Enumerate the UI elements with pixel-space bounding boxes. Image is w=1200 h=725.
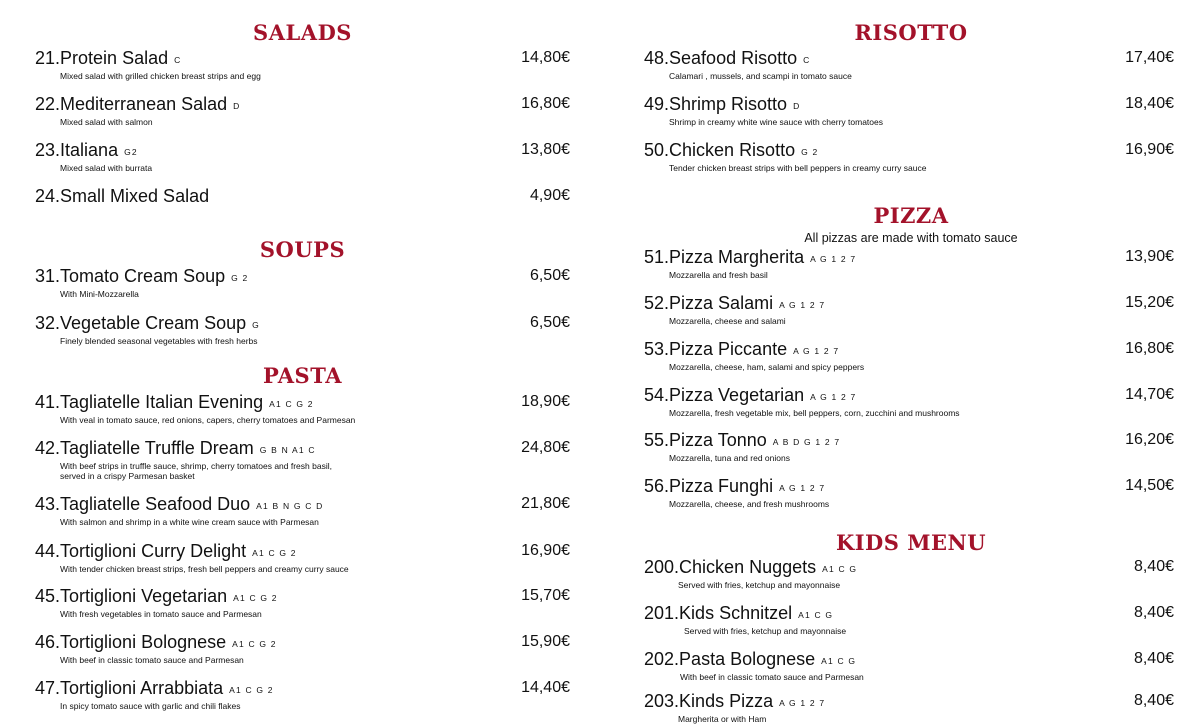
item-name: Pizza Tonno xyxy=(669,430,767,450)
item-number: 48. xyxy=(644,48,670,68)
allergen-codes: A1 C G 2 xyxy=(252,548,297,558)
allergen-codes: G xyxy=(252,320,260,330)
allergen-codes: A G 1 2 7 xyxy=(810,254,857,264)
item-number: 54. xyxy=(644,385,670,405)
item-number: 43. xyxy=(35,494,61,514)
item-name: Tortiglioni Curry Delight xyxy=(60,541,247,561)
item-number: 47. xyxy=(35,678,61,698)
item-number: 50. xyxy=(644,140,670,160)
menu-item xyxy=(644,649,1174,682)
item-description: Finely blended seasonal vegetables with fresh herbs xyxy=(60,336,258,346)
item-name: Tagliatelle Seafood Duo xyxy=(60,494,251,514)
item-title xyxy=(644,339,1174,361)
item-description: With veal in tomato sauce, red onions, capers, cherry tomatoes and Parmesan xyxy=(60,415,356,425)
item-description: With beef strips in truffle sauce, shrimp, cherry tomatoes and fresh basil, served in a crispy Parmesan basket xyxy=(60,461,332,481)
item-title xyxy=(35,392,570,414)
item-title xyxy=(35,48,570,70)
item-number: 32. xyxy=(35,313,61,333)
item-name: Mediterranean Salad xyxy=(60,94,228,114)
item-title xyxy=(644,247,1174,269)
item-number: 53. xyxy=(644,339,670,359)
item-name: Pizza Piccante xyxy=(669,339,788,359)
item-name: Small Mixed Salad xyxy=(60,186,210,206)
item-number: 45. xyxy=(35,586,61,606)
allergen-codes: D xyxy=(793,101,801,111)
allergen-codes: A G 1 2 7 xyxy=(810,392,857,402)
item-number: 56. xyxy=(644,476,670,496)
allergen-codes: G 2 xyxy=(231,273,249,283)
item-price: 16,20€ xyxy=(1125,431,1174,448)
item-title xyxy=(644,94,1174,116)
item-number: 21. xyxy=(35,48,61,68)
item-number: 31. xyxy=(35,266,61,286)
item-title xyxy=(644,430,1174,452)
item-price: 14,40€ xyxy=(521,679,570,696)
item-name: Pizza Salami xyxy=(669,293,774,313)
allergen-codes: A G 1 2 7 xyxy=(779,300,826,310)
item-price: 14,80€ xyxy=(521,49,570,66)
menu-item xyxy=(644,293,1174,326)
item-description: Margherita or with Ham xyxy=(678,714,767,724)
item-description: With Mini-Mozzarella xyxy=(60,289,139,299)
menu-item xyxy=(644,48,1174,81)
item-number: 55. xyxy=(644,430,670,450)
allergen-codes: C xyxy=(803,55,811,65)
allergen-codes: A1 C G 2 xyxy=(229,685,274,695)
item-number: 51. xyxy=(644,247,670,267)
allergen-codes: A1 C G 2 xyxy=(232,639,277,649)
menu-item xyxy=(644,247,1174,280)
item-number: 202. xyxy=(644,649,680,669)
menu-item xyxy=(35,586,570,619)
item-number: 41. xyxy=(35,392,61,412)
menu-item xyxy=(35,392,570,425)
soups-heading: SOUPS xyxy=(259,236,346,263)
menu-item xyxy=(35,94,570,127)
item-title xyxy=(35,678,570,700)
item-title xyxy=(35,186,570,206)
item-name: Tomato Cream Soup xyxy=(60,266,226,286)
menu-item xyxy=(644,339,1174,372)
item-name: Pizza Vegetarian xyxy=(669,385,805,405)
item-description: Calamari , mussels, and scampi in tomato sauce xyxy=(669,71,852,81)
allergen-codes: A1 C G 2 xyxy=(269,399,314,409)
item-description: Served with fries, ketchup and mayonnaise xyxy=(678,580,841,590)
allergen-codes: A1 B N G C D xyxy=(256,501,324,511)
item-name: Shrimp Risotto xyxy=(669,94,788,114)
item-description: Mixed salad with grilled chicken breast strips and egg xyxy=(60,71,261,81)
menu-item xyxy=(644,603,1174,636)
item-number: 203. xyxy=(644,691,680,711)
item-number: 22. xyxy=(35,94,61,114)
item-name: Chicken Nuggets xyxy=(679,557,817,577)
menu-item xyxy=(644,476,1174,509)
menu-item xyxy=(35,266,570,299)
item-number: 42. xyxy=(35,438,61,458)
item-name: Seafood Risotto xyxy=(669,48,798,68)
item-description: In spicy tomato sauce with garlic and chili flakes xyxy=(60,701,241,711)
item-price: 21,80€ xyxy=(521,495,570,512)
allergen-codes: A B D G 1 2 7 xyxy=(772,437,841,447)
item-name: Italiana xyxy=(60,140,119,160)
allergen-codes: A G 1 2 7 xyxy=(779,483,826,493)
item-description: Mozzarella, cheese and salami xyxy=(669,316,786,326)
item-price: 18,40€ xyxy=(1125,95,1174,112)
item-title xyxy=(35,313,570,335)
item-price: 16,90€ xyxy=(521,542,570,559)
item-description: Mozzarella, fresh vegetable mix, bell peppers, corn, zucchini and mushrooms xyxy=(669,408,960,418)
item-price: 15,20€ xyxy=(1125,294,1174,311)
allergen-codes: A1 C G xyxy=(822,564,858,574)
item-price: 13,90€ xyxy=(1125,248,1174,265)
menu-item xyxy=(644,385,1174,418)
item-title xyxy=(644,691,1174,713)
item-name: Tagliatelle Truffle Dream xyxy=(60,438,254,458)
item-price: 4,90€ xyxy=(529,187,570,204)
item-name: Kinds Pizza xyxy=(679,691,774,711)
item-description: Mozzarella, cheese, ham, salami and spicy peppers xyxy=(669,362,865,372)
item-title xyxy=(644,557,1174,579)
item-price: 18,90€ xyxy=(521,393,570,410)
item-title xyxy=(644,649,1174,671)
menu-item xyxy=(644,140,1174,173)
allergen-codes: A G 1 2 7 xyxy=(793,346,840,356)
menu-item xyxy=(644,691,1174,724)
pizza-heading: PIZZA xyxy=(873,202,949,229)
item-description: With beef in classic tomato sauce and Parmesan xyxy=(60,655,244,665)
allergen-codes: A1 C G xyxy=(798,610,834,620)
item-price: 8,40€ xyxy=(1133,558,1174,575)
item-price: 8,40€ xyxy=(1133,650,1174,667)
item-name: Tagliatelle Italian Evening xyxy=(60,392,264,412)
item-description: Served with fries, ketchup and mayonnaise xyxy=(684,626,847,636)
menu-item xyxy=(644,94,1174,127)
item-title xyxy=(644,48,1174,70)
item-price: 24,80€ xyxy=(521,439,570,456)
item-price: 14,70€ xyxy=(1125,386,1174,403)
item-number: 200. xyxy=(644,557,680,577)
kids-menu-heading: KIDS MENU xyxy=(835,529,987,556)
item-description: With salmon and shrimp in a white wine cream sauce with Parmesan xyxy=(60,517,319,527)
item-description: Mozzarella, tuna and red onions xyxy=(669,453,790,463)
menu-item xyxy=(35,438,570,481)
item-number: 24. xyxy=(35,186,61,206)
item-title xyxy=(644,603,1174,625)
salads-heading: SALADS xyxy=(253,19,352,46)
item-title xyxy=(35,541,570,563)
item-number: 52. xyxy=(644,293,670,313)
item-title xyxy=(35,140,570,162)
pizza-note: All pizzas are made with tomato sauce xyxy=(804,231,1018,245)
item-price: 8,40€ xyxy=(1133,604,1174,621)
item-description: With beef in classic tomato sauce and Parmesan xyxy=(680,672,864,682)
menu-item xyxy=(35,632,570,665)
item-price: 16,90€ xyxy=(1125,141,1174,158)
item-description: Mozzarella and fresh basil xyxy=(669,270,768,280)
item-price: 16,80€ xyxy=(521,95,570,112)
item-name: Pizza Funghi xyxy=(669,476,774,496)
item-price: 6,50€ xyxy=(529,314,570,331)
item-title xyxy=(644,385,1174,407)
allergen-codes: A G 1 2 7 xyxy=(779,698,826,708)
menu-item xyxy=(644,557,1174,590)
item-description: Mozzarella, cheese, and fresh mushrooms xyxy=(669,499,830,509)
pasta-heading: PASTA xyxy=(263,362,342,389)
menu-item xyxy=(35,494,570,527)
item-number: 49. xyxy=(644,94,670,114)
item-description: With tender chicken breast strips, fresh bell peppers and creamy curry sauce xyxy=(60,564,349,574)
allergen-codes: G2 xyxy=(124,147,138,157)
menu-item xyxy=(35,678,570,711)
allergen-codes: C xyxy=(174,55,182,65)
item-number: 23. xyxy=(35,140,61,160)
item-number: 44. xyxy=(35,541,61,561)
allergen-codes: D xyxy=(233,101,241,111)
item-title xyxy=(644,140,1174,162)
item-title xyxy=(644,293,1174,315)
menu-item xyxy=(35,48,570,81)
item-name: Pizza Margherita xyxy=(669,247,805,267)
menu-item xyxy=(35,541,570,574)
item-description: With fresh vegetables in tomato sauce and Parmesan xyxy=(60,609,262,619)
allergen-codes: A1 C G xyxy=(821,656,857,666)
item-name: Vegetable Cream Soup xyxy=(60,313,247,333)
allergen-codes: G B N A1 C xyxy=(259,445,316,455)
item-title xyxy=(35,494,570,516)
item-title xyxy=(35,94,570,116)
item-title xyxy=(35,586,570,608)
item-title xyxy=(35,438,570,460)
item-price: 8,40€ xyxy=(1133,692,1174,709)
item-description: Mixed salad with burrata xyxy=(60,163,153,173)
allergen-codes: G 2 xyxy=(801,147,819,157)
item-description: Mixed salad with salmon xyxy=(60,117,153,127)
menu-item xyxy=(644,430,1174,463)
item-description: Shrimp in creamy white wine sauce with cherry tomatoes xyxy=(669,117,883,127)
item-title xyxy=(35,632,570,654)
item-price: 6,50€ xyxy=(529,267,570,284)
item-price: 14,50€ xyxy=(1125,477,1174,494)
allergen-codes: A1 C G 2 xyxy=(233,593,278,603)
item-description: Tender chicken breast strips with bell peppers in creamy curry sauce xyxy=(669,163,927,173)
menu-item xyxy=(35,186,570,206)
item-name: Tortiglioni Bolognese xyxy=(60,632,227,652)
menu-item xyxy=(35,313,570,346)
item-title xyxy=(35,266,570,288)
item-number: 201. xyxy=(644,603,680,623)
risotto-heading: RISOTTO xyxy=(854,19,968,46)
item-name: Tortiglioni Arrabbiata xyxy=(60,678,224,698)
item-title xyxy=(644,476,1174,498)
item-price: 16,80€ xyxy=(1125,340,1174,357)
item-price: 15,90€ xyxy=(521,633,570,650)
menu-item xyxy=(35,140,570,173)
item-price: 13,80€ xyxy=(521,141,570,158)
item-number: 46. xyxy=(35,632,61,652)
item-price: 15,70€ xyxy=(521,587,570,604)
item-name: Chicken Risotto xyxy=(669,140,796,160)
item-name: Pasta Bolognese xyxy=(679,649,816,669)
item-name: Protein Salad xyxy=(60,48,169,68)
item-name: Tortiglioni Vegetarian xyxy=(60,586,228,606)
item-name: Kids Schnitzel xyxy=(679,603,793,623)
item-price: 17,40€ xyxy=(1125,49,1174,66)
